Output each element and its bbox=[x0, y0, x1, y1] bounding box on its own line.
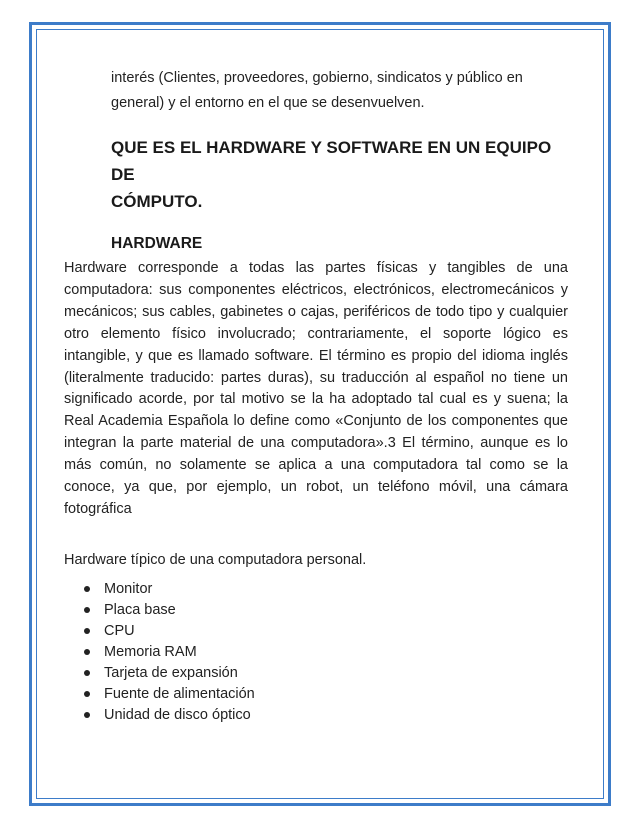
list-item bbox=[84, 642, 568, 663]
bullet-icon bbox=[84, 628, 90, 634]
list-intro: Hardware típico de una computadora personal. bbox=[64, 551, 367, 568]
list-item bbox=[84, 684, 568, 705]
list-item bbox=[84, 579, 568, 600]
bullet-icon bbox=[84, 670, 90, 676]
list-item-label: Memoria RAM bbox=[104, 643, 197, 660]
list-item bbox=[84, 600, 568, 621]
hardware-heading: HARDWARE bbox=[111, 235, 203, 252]
section-title bbox=[111, 134, 568, 215]
list-item-label: Tarjeta de expansión bbox=[104, 664, 238, 681]
bullet-icon bbox=[84, 712, 90, 718]
bullet-icon bbox=[84, 607, 90, 613]
list-item-label: Fuente de alimentación bbox=[104, 685, 255, 702]
section-title-line-2: CÓMPUTO. bbox=[111, 192, 203, 211]
list-item bbox=[84, 705, 568, 726]
list-item-label: Placa base bbox=[104, 601, 176, 618]
intro-paragraph bbox=[111, 66, 568, 116]
intro-line-2: general) y el entorno en el que se desenvuelven. bbox=[111, 95, 425, 111]
hardware-list bbox=[64, 579, 568, 726]
intro-line-1: interés (Clientes, proveedores, gobierno, sindicatos y público en bbox=[111, 70, 523, 86]
list-item-label: Unidad de disco óptico bbox=[104, 706, 251, 723]
document-body bbox=[64, 66, 568, 726]
list-item-label: CPU bbox=[104, 622, 135, 639]
list-item-label: Monitor bbox=[104, 580, 153, 597]
bullet-icon bbox=[84, 649, 90, 655]
hardware-definition-paragraph: Hardware corresponde a todas las partes físicas y tangibles de una computadora: sus componentes eléctricos, electrónicos, electromecánicos y mecánicos; sus cables, gabinetes o cajas, periféricos de todo tipo y cualquier otro elemento físico involucrado; contrariamente, el soporte lógico es intangible, y que es llamado software. El término es propio del idioma inglés (literalmente traducido: partes duras), su traducción al español no tiene un significado acorde, por tal motivo se la ha adoptado tal cual es y suena; la Real Academia Española lo define como «Conjunto de los componentes que integran la parte material de una computadora».3 El término, aunque es lo más común, no solamente se aplica a una computadora tal como se la conoce, ya que, por ejemplo, un robot, un teléfono móvil, una cámara fotográfica bbox=[64, 260, 568, 517]
list-item bbox=[84, 663, 568, 684]
list-item bbox=[84, 621, 568, 642]
section-title-line-1: QUE ES EL HARDWARE Y SOFTWARE EN UN EQUIPO DE bbox=[111, 138, 552, 184]
bullet-icon bbox=[84, 691, 90, 697]
indented-block bbox=[64, 66, 568, 256]
bullet-icon bbox=[84, 586, 90, 592]
